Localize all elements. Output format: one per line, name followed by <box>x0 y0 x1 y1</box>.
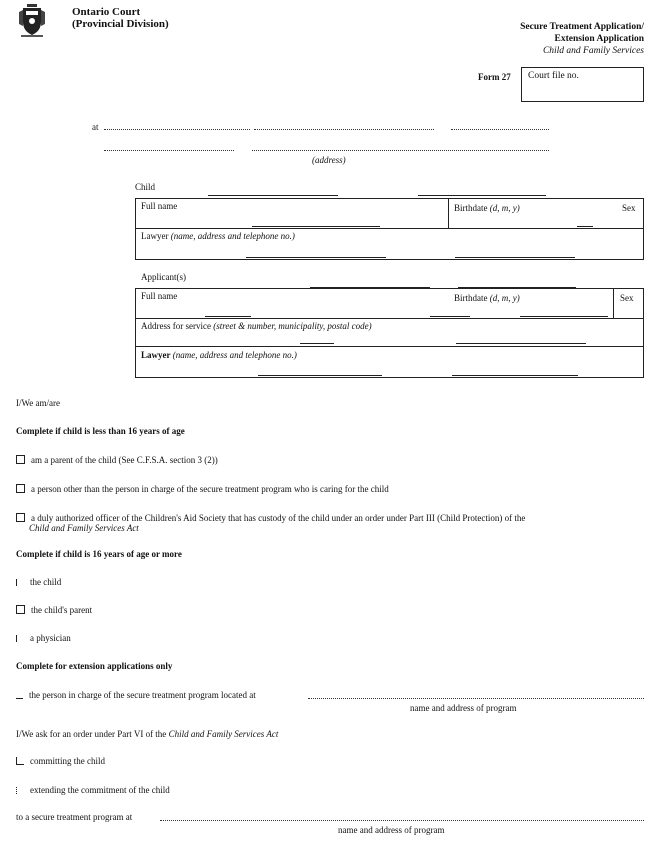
option-child[interactable] <box>16 577 61 587</box>
extending-checkbox[interactable] <box>16 787 24 794</box>
court-name: Ontario Court <box>72 6 141 18</box>
iwe-are-text: I/We am/are <box>16 398 60 408</box>
child-box-divider <box>135 228 644 229</box>
applicant-box-vdivider <box>613 288 614 318</box>
over16-heading: Complete if child is 16 years of age or more <box>16 549 182 559</box>
option-other-person-label: a person other than the person in charge of the secure treatment program who is caring for the child <box>31 484 389 494</box>
child-full-name-field[interactable] <box>252 226 380 227</box>
option-extending-label: extending the commitment of the child <box>30 785 170 795</box>
option-parent[interactable] <box>16 455 218 465</box>
option-cas-officer-label: a duly authorized officer of the Children's Aid Society that has custody of the child under an order under Part III (Child Protection) of the <box>31 513 526 523</box>
committing-checkbox[interactable] <box>16 757 24 765</box>
option-cas-officer[interactable] <box>16 513 646 523</box>
option-person-in-charge-label: the person in charge of the secure treatment program located at <box>29 690 256 700</box>
option-childs-parent[interactable] <box>16 605 92 615</box>
ask-order-text: I/We ask for an order under Part VI of the Child and Family Services Act <box>16 729 279 739</box>
court-location-field[interactable] <box>104 129 250 130</box>
applicant-heading: Applicant(s) <box>141 272 186 282</box>
to-program-text: to a secure treatment program at <box>16 812 133 822</box>
child-lawyer-field-2[interactable] <box>455 257 575 258</box>
applicant-birthdate-field[interactable] <box>520 316 608 317</box>
form-title-line3: Child and Family Services <box>542 46 644 56</box>
applicant-box <box>135 288 644 378</box>
option-other-person[interactable] <box>16 484 389 494</box>
court-division: (Provincial Division) <box>72 18 169 30</box>
other-person-checkbox[interactable] <box>16 484 25 493</box>
option-physician[interactable] <box>16 633 71 643</box>
option-extending[interactable] <box>16 785 170 795</box>
address-caption: (address) <box>312 155 346 165</box>
under16-heading: Complete if child is less than 16 years of age <box>16 426 185 436</box>
court-location-field-2[interactable] <box>254 129 434 130</box>
court-file-box[interactable] <box>521 67 644 102</box>
court-file-line <box>600 101 644 102</box>
parent-checkbox[interactable] <box>16 455 25 464</box>
court-location-field-3[interactable] <box>451 129 549 130</box>
applicant-box-divider-2 <box>135 346 644 347</box>
child-lawyer-field[interactable] <box>246 257 386 258</box>
option-childs-parent-label: the child's parent <box>31 605 93 615</box>
program-caption-2: name and address of program <box>338 825 445 835</box>
applicant-address-field[interactable] <box>300 343 334 344</box>
person-in-charge-checkbox[interactable] <box>16 691 23 699</box>
form-number: Form 27 <box>478 72 511 82</box>
ontario-coat-of-arms-icon <box>17 4 47 38</box>
form-title-line2: Extension Application <box>554 34 644 44</box>
applicant-sex-label: Sex <box>620 293 634 303</box>
program-location-field[interactable] <box>308 698 644 699</box>
at-label: at <box>92 122 99 132</box>
option-parent-label: am a parent of the child (See C.F.S.A. section 3 (2)) <box>31 455 218 465</box>
option-child-label: the child <box>30 577 62 587</box>
option-person-in-charge[interactable] <box>16 690 256 700</box>
court-address-field-2[interactable] <box>252 150 549 151</box>
child-birthdate-label: Birthdate (d, m, y) <box>454 203 520 213</box>
child-sex-label: Sex <box>622 203 636 213</box>
program-caption: name and address of program <box>410 703 517 713</box>
form-title-line1: Secure Treatment Application/ <box>520 22 644 32</box>
court-file-label: Court file no. <box>528 71 579 81</box>
applicant-address-label: Address for service (street & number, municipality, postal code) <box>141 321 372 331</box>
court-address-field[interactable] <box>104 150 234 151</box>
option-committing[interactable] <box>16 756 105 766</box>
applicant-lawyer-field[interactable] <box>258 375 382 376</box>
cas-officer-checkbox[interactable] <box>16 513 25 522</box>
child-full-name-label: Full name <box>141 201 178 211</box>
child-birthdate-field[interactable] <box>577 226 593 227</box>
option-physician-label: a physician <box>30 633 71 643</box>
child-heading: Child <box>135 182 156 192</box>
child-lawyer-label: Lawyer (name, address and telephone no.) <box>141 231 295 241</box>
child-box <box>135 198 644 260</box>
program-name-field[interactable] <box>160 820 644 821</box>
applicant-full-name-label: Full name <box>141 291 178 301</box>
child-box-vdivider <box>448 198 449 228</box>
applicant-address-field-2[interactable] <box>456 343 586 344</box>
physician-checkbox[interactable] <box>16 635 24 642</box>
child-checkbox[interactable] <box>16 579 24 586</box>
extension-heading: Complete for extension applications only <box>16 661 173 671</box>
childs-parent-checkbox[interactable] <box>16 605 25 614</box>
child-top-line-2 <box>418 195 546 196</box>
applicant-box-divider-1 <box>135 318 644 319</box>
option-cas-officer-act: Child and Family Services Act <box>29 523 139 533</box>
applicant-birthdate-label: Birthdate (d, m, y) <box>454 293 520 303</box>
child-top-line <box>208 195 338 196</box>
applicant-lawyer-label: Lawyer (name, address and telephone no.) <box>141 350 297 360</box>
applicant-lawyer-field-2[interactable] <box>452 375 578 376</box>
applicant-full-name-field-2[interactable] <box>430 316 470 317</box>
option-committing-label: committing the child <box>30 756 105 766</box>
applicant-full-name-field[interactable] <box>205 316 251 317</box>
